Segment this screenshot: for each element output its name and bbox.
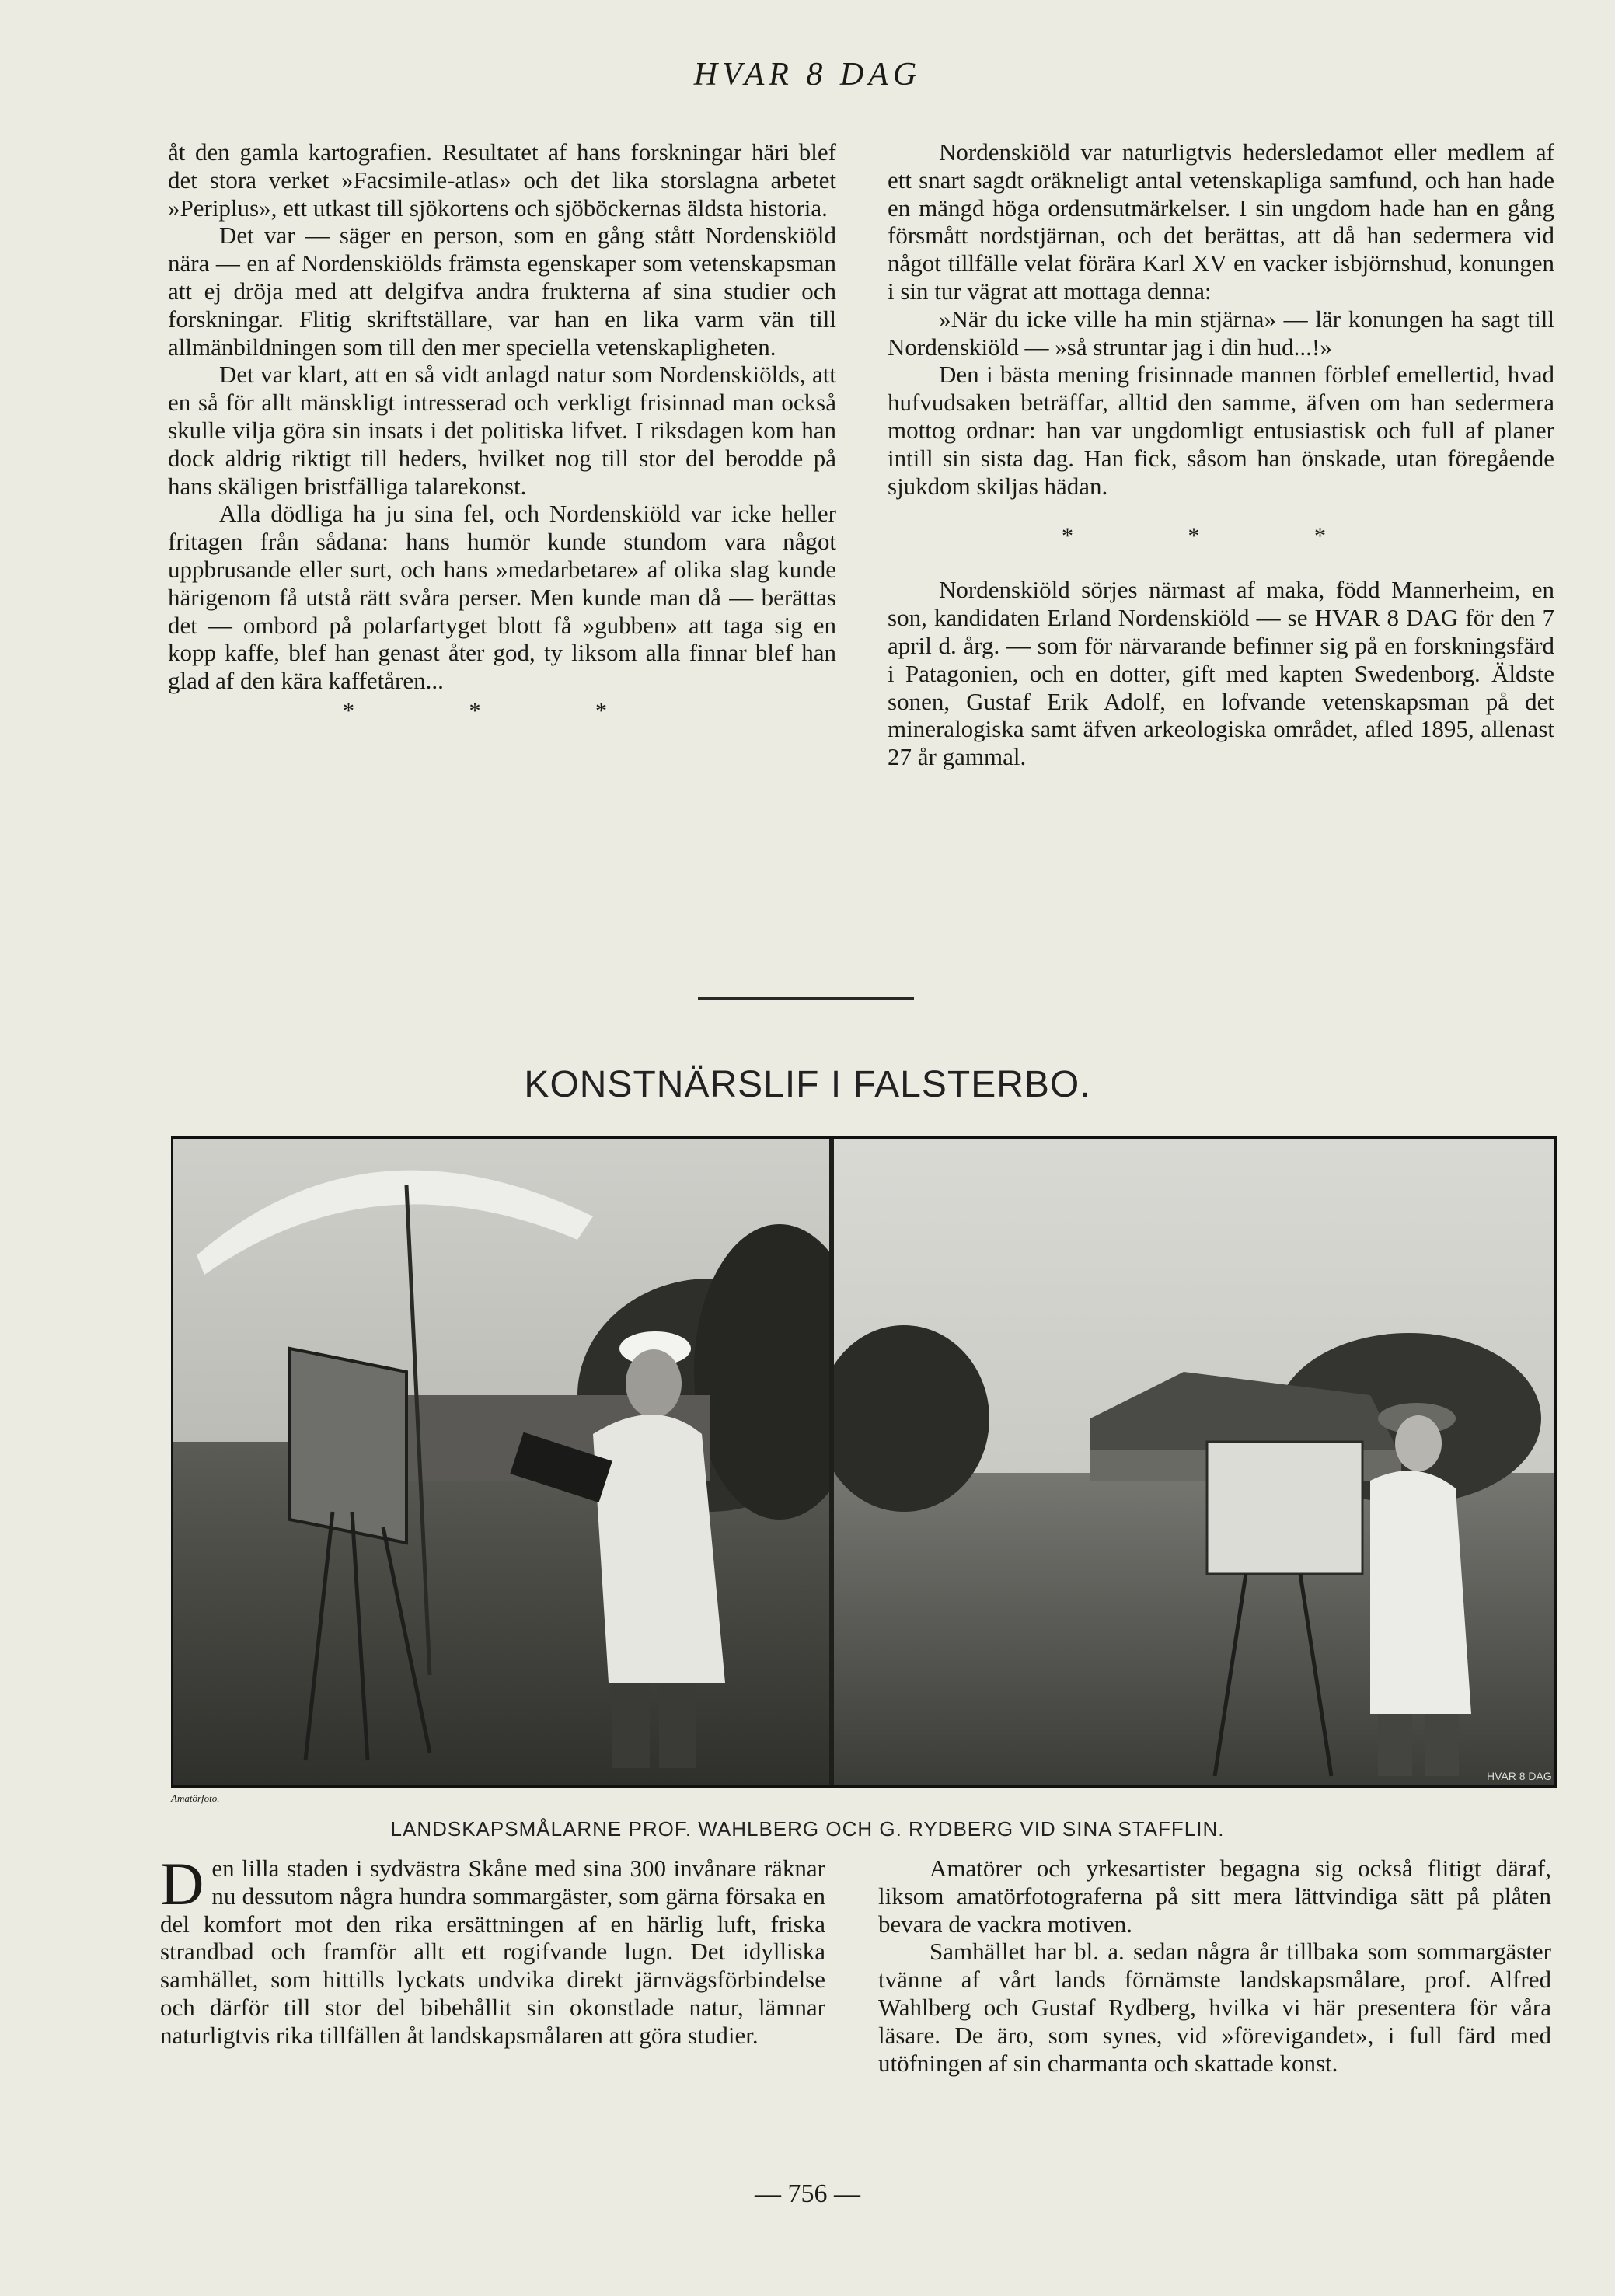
paragraph: Det var — säger en person, som en gång stått Nordenskiöld nära — en af Nordenskiölds främsta egenskaper som vetenskapsman att ej dröja med att delgifva andra frukterna af sina studier och forskningar. Flitig skriftställare, var han en lika varm vän till allmänbildningen som till den mer speciella vetenskapligheten. <box>168 222 836 361</box>
paragraph: »När du icke ville ha min stjärna» — lär konungen ha sagt till Nordenskiöld — »så struntar jag i din hud...!» <box>888 305 1554 361</box>
section-separator: * * * <box>1062 523 1380 550</box>
paragraph: Samhället har bl. a. sedan några år tillbaka som sommargäster tvänne af vårt lands förnämste landskapsmålare, prof. Alfred Wahlberg och Gustaf Rydberg, hvilka vi här presentera för våra läsare. De äro, som synes, vid »förevigandet», i full färd med utöfningen af sin charmanta och skattade konst. <box>878 1938 1551 2077</box>
section-separator: * * * <box>343 697 661 724</box>
paragraph: Amatörer och yrkesartister begagna sig också flitigt däraf, liksom amatörfotograferna på sitt mera lättvindiga sätt på plåten bevara de vackra motiven. <box>878 1855 1551 1938</box>
article-title: KONSTNÄRSLIF I FALSTERBO. <box>524 1064 1091 1105</box>
paragraph: Nordenskiöld sörjes närmast af maka, född Mannerheim, en son, kandidaten Erland Nordenskiöld — se HVAR 8 DAG för den 7 april d. årg. — som för närvarande befinner sig på en forskningsfärd i Patagonien, och en dotter, gift med kapten Swedenborg. Äldste sonen, Gustaf Erik Adolf, en lofvande vetenskapsman på det mineralogiska samt äfven arkeologiska området, afled 1895, allenast 27 år gammal. <box>888 576 1554 771</box>
photo-rydberg-painting <box>834 1139 1554 1785</box>
paragraph: åt den gamla kartografien. Resultatet af hans forskningar häri blef det stora verket »Facsimile-atlas» och det lika storslagna arbetet »Periplus», ett utkast till sjökortens och sjöböckernas äldsta historia. <box>168 138 836 222</box>
article-right-column <box>878 1855 1551 2077</box>
photo-wahlberg-painting <box>173 1139 829 1785</box>
article-opening-text: en lilla staden i sydvästra Skåne med sina 300 invånare räknar nu dessutom några hundra sommargäster, som gärna försaka en del komfort mot den rika ersättningen af en härlig luft, friska strandbad och framför allt ett rogifvande lugn. Det idylliska samhället, som hittills lyckats undvika direkt järnvägsförbindelse och därför till stor del bibehållit sin okonstlade natur, lämnar naturligtvis rika tillfällen åt landskapsmålaren att göra studier. <box>160 1855 825 2049</box>
running-head: HVAR 8 DAG <box>693 57 922 92</box>
paragraph: Alla dödliga ha ju sina fel, och Nordenskiöld var icke heller fritagen från sådana: hans humör kunde stundom vara något uppbrusande eller surt, och hans »medarbetare» af olika slag kunde härigenom få utstå rätt svåra perser. Men kunde man då — berättas det — ombord på polarfartyget blott få »gubben» att taga sig en kopp kaffe, blef han genast åter god, ty liksom alla finnar blef han glad af den kära kaffetåren... <box>168 500 836 695</box>
photo-credit: Amatörfoto. <box>171 1792 220 1804</box>
photo-caption: LANDSKAPSMÅLARNE PROF. WAHLBERG OCH G. RYDBERG VID SINA STAFFLIN. <box>390 1817 1225 1841</box>
page-number: — 756 — <box>755 2179 860 2208</box>
paragraph: Det var klart, att en så vidt anlagd natur som Nordenskiölds, att en så för allt mänskligt intresserad och verkligt frisinnad man också skulle vilja göra sin insats i det politiska lifvet. I riksdagen kom han dock aldrig riktigt till heders, hvilket nog till stor del berodde på hans skäligen bristfälliga talarekonst. <box>168 361 836 500</box>
photo-panel <box>171 1136 1557 1788</box>
article-opening-paragraph <box>160 1850 825 2050</box>
top-left-column <box>168 138 836 731</box>
drop-cap: D <box>160 1850 204 1917</box>
top-right-column <box>888 138 1554 771</box>
section-divider-rule <box>698 997 914 1000</box>
article-left-column <box>160 1850 825 2050</box>
paragraph: Den i bästa mening frisinnade mannen förblef emellertid, hvad hufvudsaken beträffar, alltid den samme, äfven om han sedermera mottog ordnar: han var ungdomligt entusiastisk och full af planer intill sin sista dag. Han fick, såsom han önskade, utan föregående sjukdom skiljas hädan. <box>888 361 1554 500</box>
photo-stamp: HVAR 8 DAG <box>1487 1770 1552 1782</box>
paragraph: Nordenskiöld var naturligtvis hedersledamot eller medlem af ett snart sagdt oräkneligt antal vetenskapliga samfund, och han hade en mängd höga ordensutmärkelser. I sin ungdom hade han en gång försmått nordstjärnan, och det berättas, att då han sedermera vid något tillfälle velat förära Karl XV en vacker isbjörnshud, konungen i sin tur vägrat att mottaga denna: <box>888 138 1554 305</box>
